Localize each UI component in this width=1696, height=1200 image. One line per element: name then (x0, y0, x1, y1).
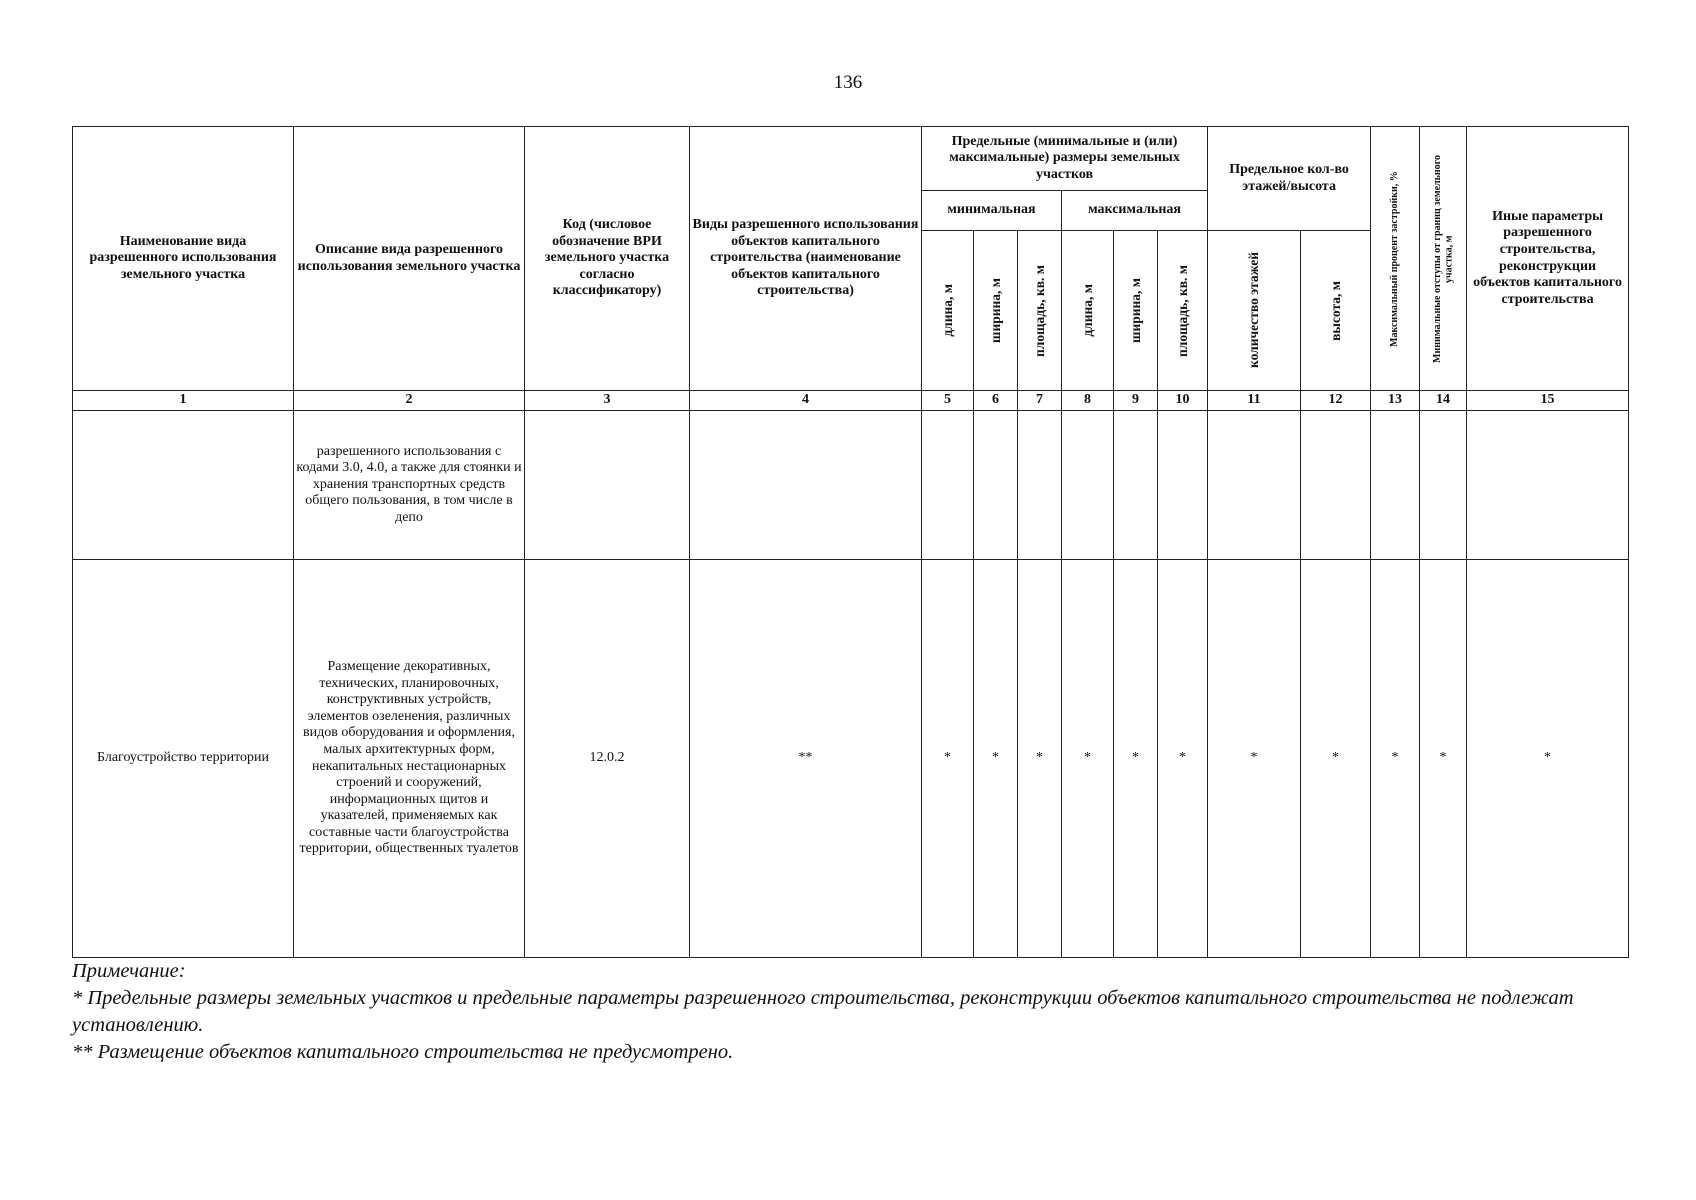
param-cell: * (1208, 560, 1301, 958)
header-plot-sizes: Предельные (минимальные и (или) максимальные) размеры земельных участков (922, 127, 1208, 191)
column-number: 14 (1420, 391, 1467, 411)
zoning-regulations-table (72, 126, 1629, 958)
header-floors-height: Предельное кол-во этажей/высота (1208, 127, 1371, 231)
notes-title: Примечание: (72, 960, 186, 982)
param-cell (1301, 411, 1371, 560)
use-description-cell: Размещение декоративных, технических, планировочных, конструктивных устройств, элементов озеленения, различных видов оборудования и оформления, малых архитектурных форм, некапитальных нестационарных строений и сооружений, информационных щитов и указателей, применяемых как составные части благоустройства территории, общественных туалетов (294, 560, 525, 958)
use-description-cell: разрешенного использования с кодами 3.0, 4.0, а также для стоянки и хранения транспортных средств общего пользования, в том числе в депо (294, 411, 525, 560)
header-height-label: высота, м (1327, 280, 1343, 341)
param-cell (1371, 411, 1420, 560)
param-cell: * (1467, 560, 1629, 958)
param-cell (974, 411, 1018, 560)
header-floors-count (1208, 231, 1301, 391)
header-minimal: минимальная (922, 191, 1062, 231)
column-number: 7 (1018, 391, 1062, 411)
param-cell: * (1062, 560, 1114, 958)
table-row (73, 411, 1629, 560)
param-cell: * (1371, 560, 1420, 958)
header-max-percent-label: Максимальный процент застройки, % (1389, 170, 1401, 347)
header-min-setback (1420, 127, 1467, 391)
header-height (1301, 231, 1371, 391)
header-maximal: максимальная (1062, 191, 1208, 231)
param-cell (1420, 411, 1467, 560)
param-cell (1114, 411, 1158, 560)
column-number: 2 (294, 391, 525, 411)
param-cell (1158, 411, 1208, 560)
param-cell: * (1018, 560, 1062, 958)
header-max-percent (1371, 127, 1420, 391)
header-max-area-label: площадь, кв. м (1174, 264, 1190, 357)
header-max-length (1062, 231, 1114, 391)
header-min-area (1018, 231, 1062, 391)
header-oks-types: Виды разрешенного использования объектов капитального строительства (наименование объектов капитального строительства) (690, 127, 922, 391)
column-number: 12 (1301, 391, 1371, 411)
header-max-length-label: длина, м (1079, 284, 1095, 337)
table-row (73, 560, 1629, 958)
column-number: 9 (1114, 391, 1158, 411)
use-name-cell (73, 411, 294, 560)
oks-cell (690, 411, 922, 560)
param-cell: * (1420, 560, 1467, 958)
column-number: 15 (1467, 391, 1629, 411)
note-2: ** Размещение объектов капитального строительства не предусмотрено. (72, 1041, 734, 1064)
param-cell (922, 411, 974, 560)
param-cell: * (974, 560, 1018, 958)
header-min-area-label: площадь, кв. м (1031, 264, 1047, 357)
code-cell (525, 411, 690, 560)
header-min-length-label: длина, м (939, 284, 955, 337)
header-max-width-label: ширина, м (1127, 278, 1143, 343)
column-number: 13 (1371, 391, 1420, 411)
header-min-width (974, 231, 1018, 391)
param-cell: * (1301, 560, 1371, 958)
column-number: 11 (1208, 391, 1301, 411)
header-use-description: Описание вида разрешенного использования земельного участка (294, 127, 525, 391)
header-min-setback-label: Минимальные отступы от границ земельного участка, м (1431, 154, 1455, 363)
header-row-1 (73, 127, 1629, 191)
column-number: 10 (1158, 391, 1208, 411)
note-1: * Предельные размеры земельных участков и предельные параметры разрешенного строительства, реконструкции объектов капитального строительства не подлежат установлению. (72, 987, 1574, 1037)
param-cell (1018, 411, 1062, 560)
param-cell: * (1114, 560, 1158, 958)
oks-cell: ** (690, 560, 922, 958)
column-number: 6 (974, 391, 1018, 411)
header-other-params: Иные параметры разрешенного строительства, реконструкции объектов капитального строительства (1467, 127, 1629, 391)
param-cell (1208, 411, 1301, 560)
notes-section (72, 958, 1632, 1066)
param-cell: * (1158, 560, 1208, 958)
column-number: 4 (690, 391, 922, 411)
header-max-width (1114, 231, 1158, 391)
param-cell (1467, 411, 1629, 560)
column-number: 8 (1062, 391, 1114, 411)
column-number: 3 (525, 391, 690, 411)
param-cell: * (922, 560, 974, 958)
header-floors-count-label: количество этажей (1246, 252, 1262, 369)
column-number: 1 (73, 391, 294, 411)
code-cell: 12.0.2 (525, 560, 690, 958)
header-use-name: Наименование вида разрешенного использования земельного участка (73, 127, 294, 391)
header-code: Код (числовое обозначение ВРИ земельного участка согласно классификатору) (525, 127, 690, 391)
header-min-length (922, 231, 974, 391)
column-number-row (73, 391, 1629, 411)
page-number: 136 (833, 72, 863, 93)
header-min-width-label: ширина, м (987, 278, 1003, 343)
column-number: 5 (922, 391, 974, 411)
header-max-area (1158, 231, 1208, 391)
use-name-cell: Благоустройство территории (73, 560, 294, 958)
param-cell (1062, 411, 1114, 560)
